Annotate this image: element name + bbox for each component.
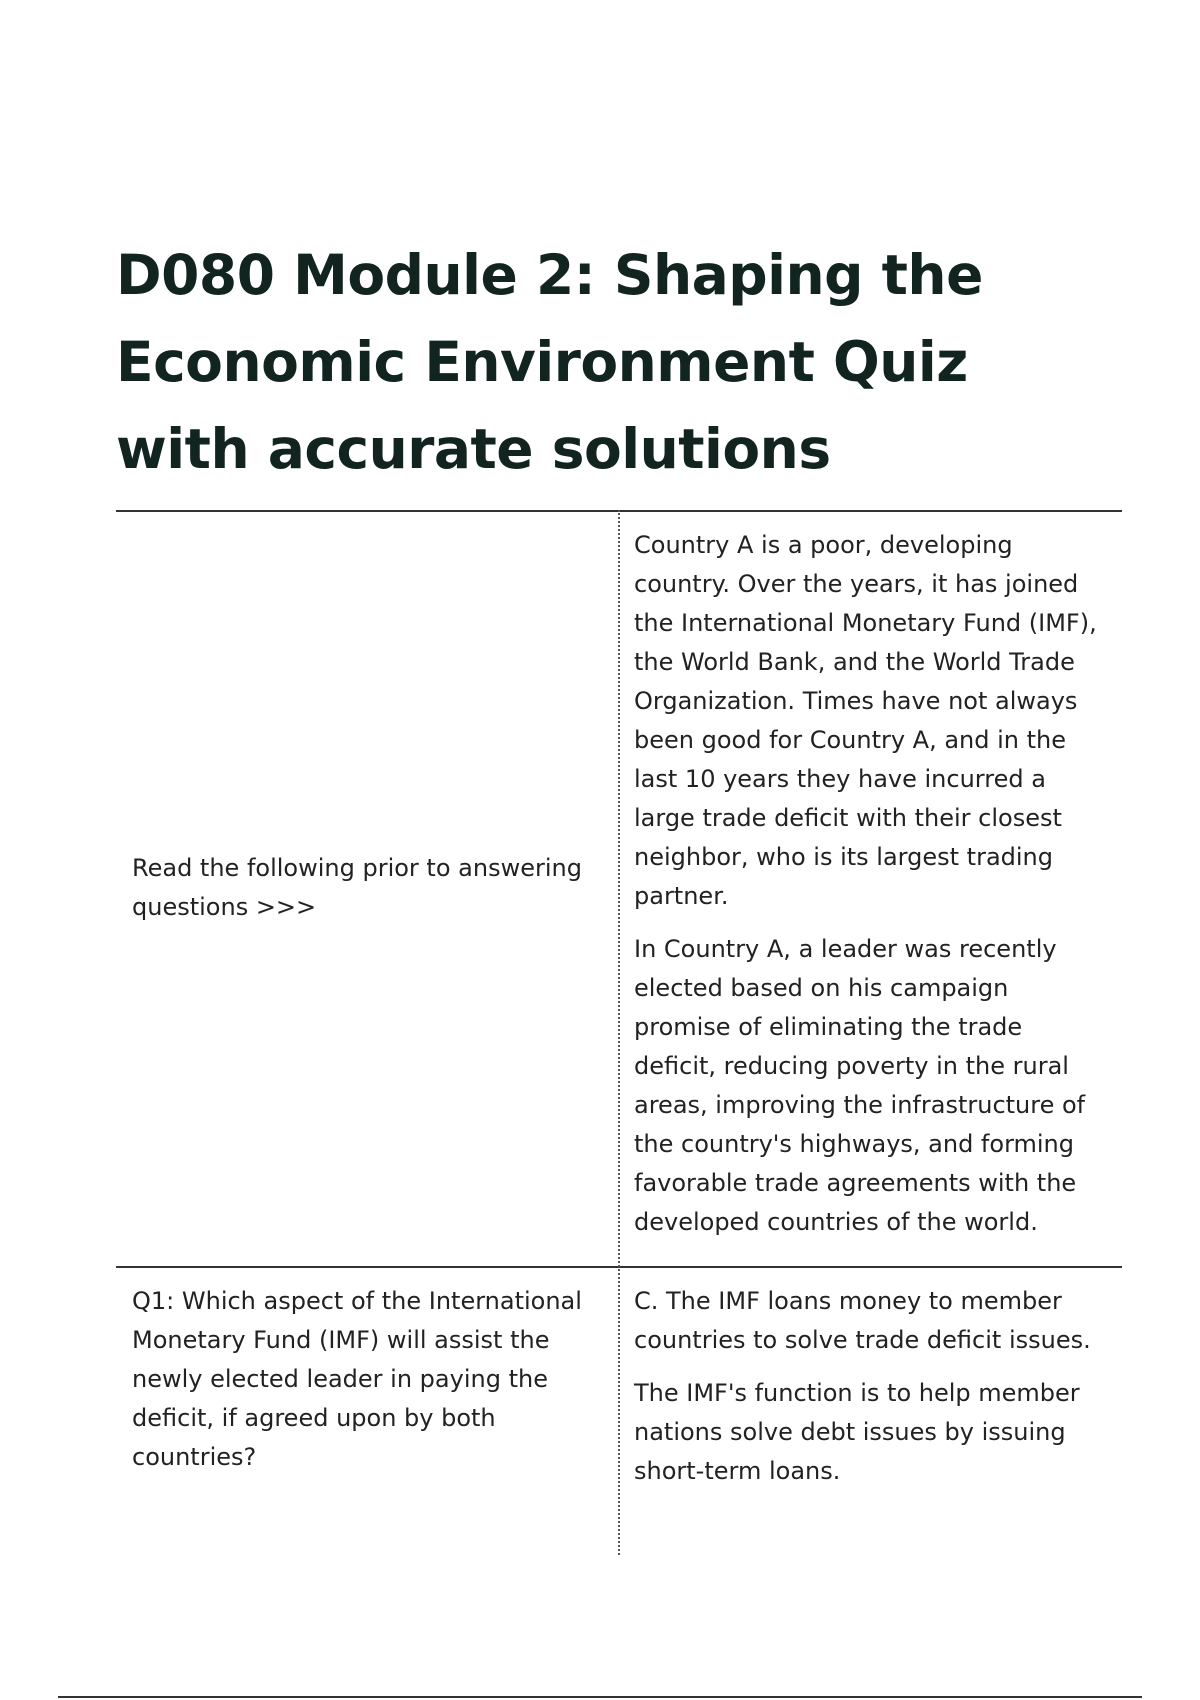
answer-explanation: The IMF's function is to help member nations solve debt issues by issuing short-term loans.	[634, 1379, 1080, 1485]
footer-rule	[58, 1696, 1142, 1698]
intro-prompt: Read the following prior to answering questions >>>	[132, 854, 582, 921]
scenario-paragraph: In Country A, a leader was recently elected based on his campaign promise of eliminating the trade deficit, reducing poverty in the rural areas, improving the infrastructure of the country's highways, and forming favorable trade agreements with the developed countries of the world.	[634, 935, 1086, 1236]
intro-prompt-cell	[132, 510, 602, 1266]
answer-text: C. The IMF loans money to member countries to solve trade deficit issues.	[634, 1287, 1091, 1354]
question-text: Q1: Which aspect of the International Monetary Fund (IMF) will assist the newly elected leader in paying the deficit, if agreed upon by both countries?	[132, 1287, 582, 1471]
scenario-passage-cell	[634, 526, 1104, 1242]
page-title: D080 Module 2: Shaping the Economic Environment Quiz with accurate solutions	[116, 243, 983, 481]
question-cell	[132, 1282, 602, 1477]
scenario-paragraph: Country A is a poor, developing country. Over the years, it has joined the International Monetary Fund (IMF), the World Bank, and the World Trade Organization. Times have not always been good for Country A, and in the last 10 years they have incurred a large trade deficit with their closest neighbor, who is its largest trading partner.	[634, 531, 1097, 910]
qa-table	[116, 510, 1122, 1555]
column-divider	[618, 510, 620, 1555]
answer-cell	[634, 1282, 1104, 1491]
